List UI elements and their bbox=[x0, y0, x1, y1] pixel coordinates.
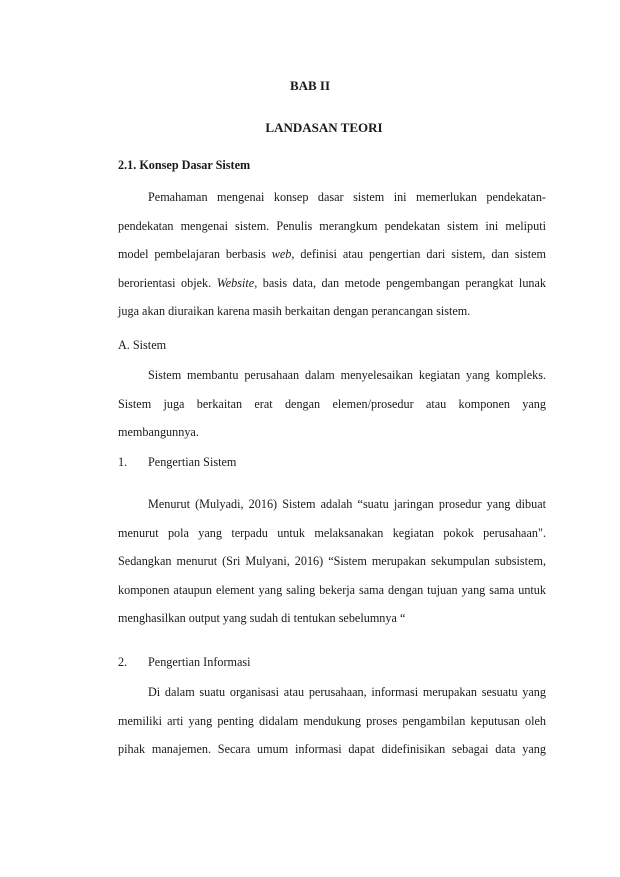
text-line: Pemahaman mengenai konsep dasar sistem ini memerlukan pendekatan- bbox=[148, 190, 546, 204]
text-line: pihak manajemen. Secara umum informasi dapat didefinisikan sebagai data yang bbox=[118, 742, 546, 756]
text-line: pendekatan mengenai sistem. Penulis merangkum pendekatan sistem ini meliputi bbox=[118, 218, 546, 233]
information-paragraph bbox=[118, 678, 546, 764]
list-number: 2. bbox=[118, 655, 128, 669]
text-line: juga akan diuraikan karena masih berkaitan dengan perancangan sistem. bbox=[118, 304, 471, 318]
text-line: komponen ataupun element yang saling bekerja sama dengan tujuan yang sama untuk bbox=[118, 582, 546, 597]
text-line: Menurut (Mulyadi, 2016) Sistem adalah “suatu jaringan prosedur yang dibuat bbox=[148, 497, 546, 511]
text-run: , definisi atau pengertian dari sistem, dan sistem bbox=[291, 247, 546, 261]
text-line: Sedangkan menurut (Sri Mulyani, 2016) “Sistem merupakan sekumpulan subsistem, bbox=[118, 554, 546, 568]
text-line: menurut pola yang terpadu untuk melaksanakan kegiatan pokok perusahaan". bbox=[118, 525, 546, 540]
sistem-paragraph bbox=[118, 361, 546, 447]
chapter-heading: BAB II bbox=[289, 78, 331, 93]
section-heading: 2.1. Konsep Dasar Sistem bbox=[118, 158, 251, 172]
text-line bbox=[118, 240, 546, 269]
italic-term: web bbox=[271, 247, 292, 261]
text-line: membangunnya. bbox=[118, 425, 199, 439]
text-line: menghasilkan output yang sudah di tentukan sebelumnya “ bbox=[118, 611, 406, 625]
text-run: , basis data, dan metode pengembangan perangkat lunak bbox=[254, 275, 547, 290]
chapter-title: LANDASAN TEORI bbox=[265, 120, 383, 135]
text-line: Di dalam suatu organisasi atau perusahaan, informasi merupakan sesuatu yang bbox=[148, 685, 546, 699]
list-item-label: Pengertian Sistem bbox=[148, 455, 237, 469]
text-line bbox=[118, 269, 546, 298]
text-line: Sistem membantu perusahaan dalam menyelesaikan kegiatan yang kompleks. bbox=[148, 368, 546, 382]
text-run: berorientasi objek. bbox=[118, 275, 217, 290]
list-number: 1. bbox=[118, 455, 128, 469]
subsection-heading: A. Sistem bbox=[118, 338, 167, 352]
text-run: model pembelajaran berbasis bbox=[118, 247, 272, 261]
text-line: memiliki arti yang penting didalam mendukung proses pengambilan keputusan oleh bbox=[118, 713, 546, 728]
list-item-label: Pengertian Informasi bbox=[148, 655, 251, 669]
italic-term: Website bbox=[216, 275, 255, 290]
definition-paragraph bbox=[118, 490, 546, 633]
text-line: Sistem juga berkaitan erat dengan elemen/prosedur atau komponen yang bbox=[118, 396, 546, 411]
intro-paragraph bbox=[118, 183, 546, 326]
